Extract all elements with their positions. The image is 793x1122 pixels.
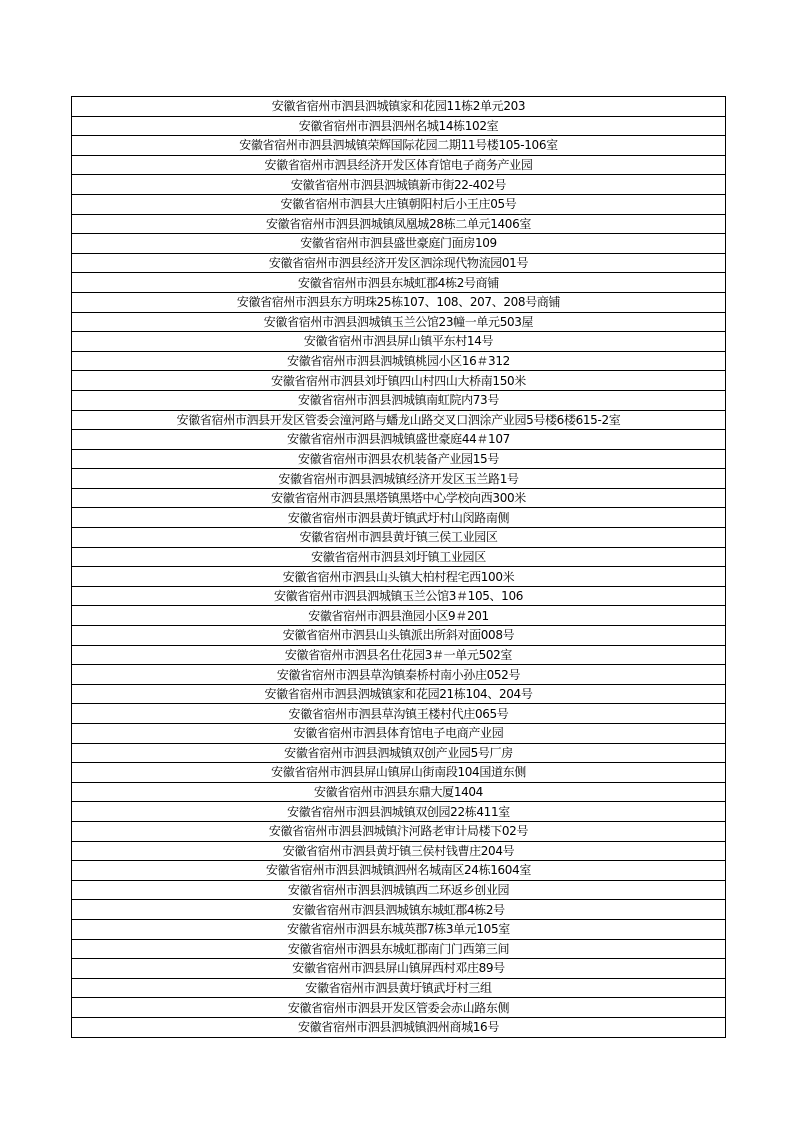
address-cell: 安徽省宿州市泗县开发区管委会赤山路东侧: [72, 998, 726, 1018]
table-row: [72, 292, 726, 312]
address-table: [71, 96, 726, 1038]
address-cell: 安徽省宿州市泗县泗城镇家和花园21栋104、204号: [72, 684, 726, 704]
table-row: [72, 841, 726, 861]
address-cell: 安徽省宿州市泗县东城虹郡4栋2号商铺: [72, 273, 726, 293]
address-cell: 安徽省宿州市泗县屏山镇平东村14号: [72, 332, 726, 352]
address-cell: 安徽省宿州市泗县泗城镇双创园22栋411室: [72, 802, 726, 822]
address-cell: 安徽省宿州市泗县泗城镇玉兰公馆3＃105、106: [72, 586, 726, 606]
table-row: [72, 116, 726, 136]
table-row: [72, 136, 726, 156]
address-cell: 安徽省宿州市泗县草沟镇秦桥村南小孙庄052号: [72, 665, 726, 685]
table-row: [72, 880, 726, 900]
table-row: [72, 626, 726, 646]
table-row: [72, 234, 726, 254]
table-row: [72, 175, 726, 195]
address-cell: 安徽省宿州市泗县体育馆电子电商产业园: [72, 724, 726, 744]
address-cell: 安徽省宿州市泗县东鼎大厦1404: [72, 782, 726, 802]
address-cell: 安徽省宿州市泗县名仕花园3＃一单元502室: [72, 645, 726, 665]
address-cell: 安徽省宿州市泗县泗城镇经济开发区玉兰路1号: [72, 469, 726, 489]
table-row: [72, 97, 726, 117]
table-row: [72, 606, 726, 626]
table-row: [72, 586, 726, 606]
address-cell: 安徽省宿州市泗县屏山镇屏西村邓庄89号: [72, 959, 726, 979]
address-cell: 安徽省宿州市泗县泗城镇凤凰城28栋二单元1406室: [72, 214, 726, 234]
address-table-body: [72, 97, 726, 1038]
address-cell: 安徽省宿州市泗县盛世豪庭门面房109: [72, 234, 726, 254]
address-cell: 安徽省宿州市泗县泗城镇泗州商城16号: [72, 1017, 726, 1037]
address-cell: 安徽省宿州市泗县泗城镇西二环返乡创业园: [72, 880, 726, 900]
table-row: [72, 684, 726, 704]
table-row: [72, 351, 726, 371]
table-row: [72, 978, 726, 998]
address-cell: 安徽省宿州市泗县东方明珠25栋107、108、207、208号商铺: [72, 292, 726, 312]
table-row: [72, 273, 726, 293]
table-row: [72, 802, 726, 822]
address-cell: 安徽省宿州市泗县屏山镇屏山街南段104国道东侧: [72, 763, 726, 783]
address-cell: 安徽省宿州市泗县黄圩镇三侯村钱曹庄204号: [72, 841, 726, 861]
table-row: [72, 724, 726, 744]
table-row: [72, 900, 726, 920]
table-row: [72, 782, 726, 802]
table-row: [72, 645, 726, 665]
table-row: [72, 194, 726, 214]
table-row: [72, 1017, 726, 1037]
table-row: [72, 253, 726, 273]
table-row: [72, 959, 726, 979]
address-cell: 安徽省宿州市泗县经济开发区体育馆电子商务产业园: [72, 155, 726, 175]
table-row: [72, 508, 726, 528]
table-row: [72, 488, 726, 508]
table-row: [72, 332, 726, 352]
table-row: [72, 665, 726, 685]
address-cell: 安徽省宿州市泗县黄圩镇三侯工业园区: [72, 528, 726, 548]
address-cell: 安徽省宿州市泗县泗城镇汴河路老审计局楼下02号: [72, 821, 726, 841]
table-row: [72, 528, 726, 548]
address-cell: 安徽省宿州市泗县泗城镇玉兰公馆23幢一单元503屋: [72, 312, 726, 332]
address-cell: 安徽省宿州市泗县泗州名城14栋102室: [72, 116, 726, 136]
table-row: [72, 567, 726, 587]
table-row: [72, 704, 726, 724]
table-row: [72, 155, 726, 175]
address-cell: 安徽省宿州市泗县农机装备产业园15号: [72, 449, 726, 469]
address-cell: 安徽省宿州市泗县泗城镇桃园小区16＃312: [72, 351, 726, 371]
address-cell: 安徽省宿州市泗县泗城镇新市街22-402号: [72, 175, 726, 195]
address-cell: 安徽省宿州市泗县泗城镇双创产业园5号厂房: [72, 743, 726, 763]
table-row: [72, 410, 726, 430]
address-cell: 安徽省宿州市泗县草沟镇王楼村代庄065号: [72, 704, 726, 724]
address-cell: 安徽省宿州市泗县东城英郡7栋3单元105室: [72, 919, 726, 939]
address-cell: 安徽省宿州市泗县黑塔镇黑塔中心学校向西300米: [72, 488, 726, 508]
table-row: [72, 390, 726, 410]
address-cell: 安徽省宿州市泗县泗城镇盛世豪庭44＃107: [72, 430, 726, 450]
address-cell: 安徽省宿州市泗县泗城镇泗州名城南区24栋1604室: [72, 861, 726, 881]
table-row: [72, 469, 726, 489]
table-row: [72, 821, 726, 841]
address-cell: 安徽省宿州市泗县泗城镇东城虹郡4栋2号: [72, 900, 726, 920]
table-row: [72, 763, 726, 783]
address-cell: 安徽省宿州市泗县泗城镇南虹院内73号: [72, 390, 726, 410]
address-cell: 安徽省宿州市泗县刘圩镇工业园区: [72, 547, 726, 567]
address-cell: 安徽省宿州市泗县黄圩镇武圩村三组: [72, 978, 726, 998]
address-cell: 安徽省宿州市泗县泗城镇荣辉国际花园二期11号楼105-106室: [72, 136, 726, 156]
table-row: [72, 547, 726, 567]
table-row: [72, 861, 726, 881]
table-row: [72, 939, 726, 959]
table-row: [72, 430, 726, 450]
address-cell: 安徽省宿州市泗县山头镇大柏村程宅西100米: [72, 567, 726, 587]
table-row: [72, 919, 726, 939]
table-row: [72, 743, 726, 763]
table-row: [72, 214, 726, 234]
address-cell: 安徽省宿州市泗县山头镇派出所斜对面008号: [72, 626, 726, 646]
address-cell: 安徽省宿州市泗县渔园小区9＃201: [72, 606, 726, 626]
table-row: [72, 371, 726, 391]
address-cell: 安徽省宿州市泗县刘圩镇四山村四山大桥南150米: [72, 371, 726, 391]
address-cell: 安徽省宿州市泗县东城虹郡南门门西第三间: [72, 939, 726, 959]
address-cell: 安徽省宿州市泗县泗城镇家和花园11栋2单元203: [72, 97, 726, 117]
table-row: [72, 998, 726, 1018]
address-cell: 安徽省宿州市泗县大庄镇朝阳村后小王庄05号: [72, 194, 726, 214]
address-cell: 安徽省宿州市泗县开发区管委会潼河路与蟠龙山路交叉口泗涂产业园5号楼6楼615-2室: [72, 410, 726, 430]
address-cell: 安徽省宿州市泗县黄圩镇武圩村山闵路南侧: [72, 508, 726, 528]
table-row: [72, 312, 726, 332]
table-row: [72, 449, 726, 469]
address-cell: 安徽省宿州市泗县经济开发区泗涂现代物流园01号: [72, 253, 726, 273]
